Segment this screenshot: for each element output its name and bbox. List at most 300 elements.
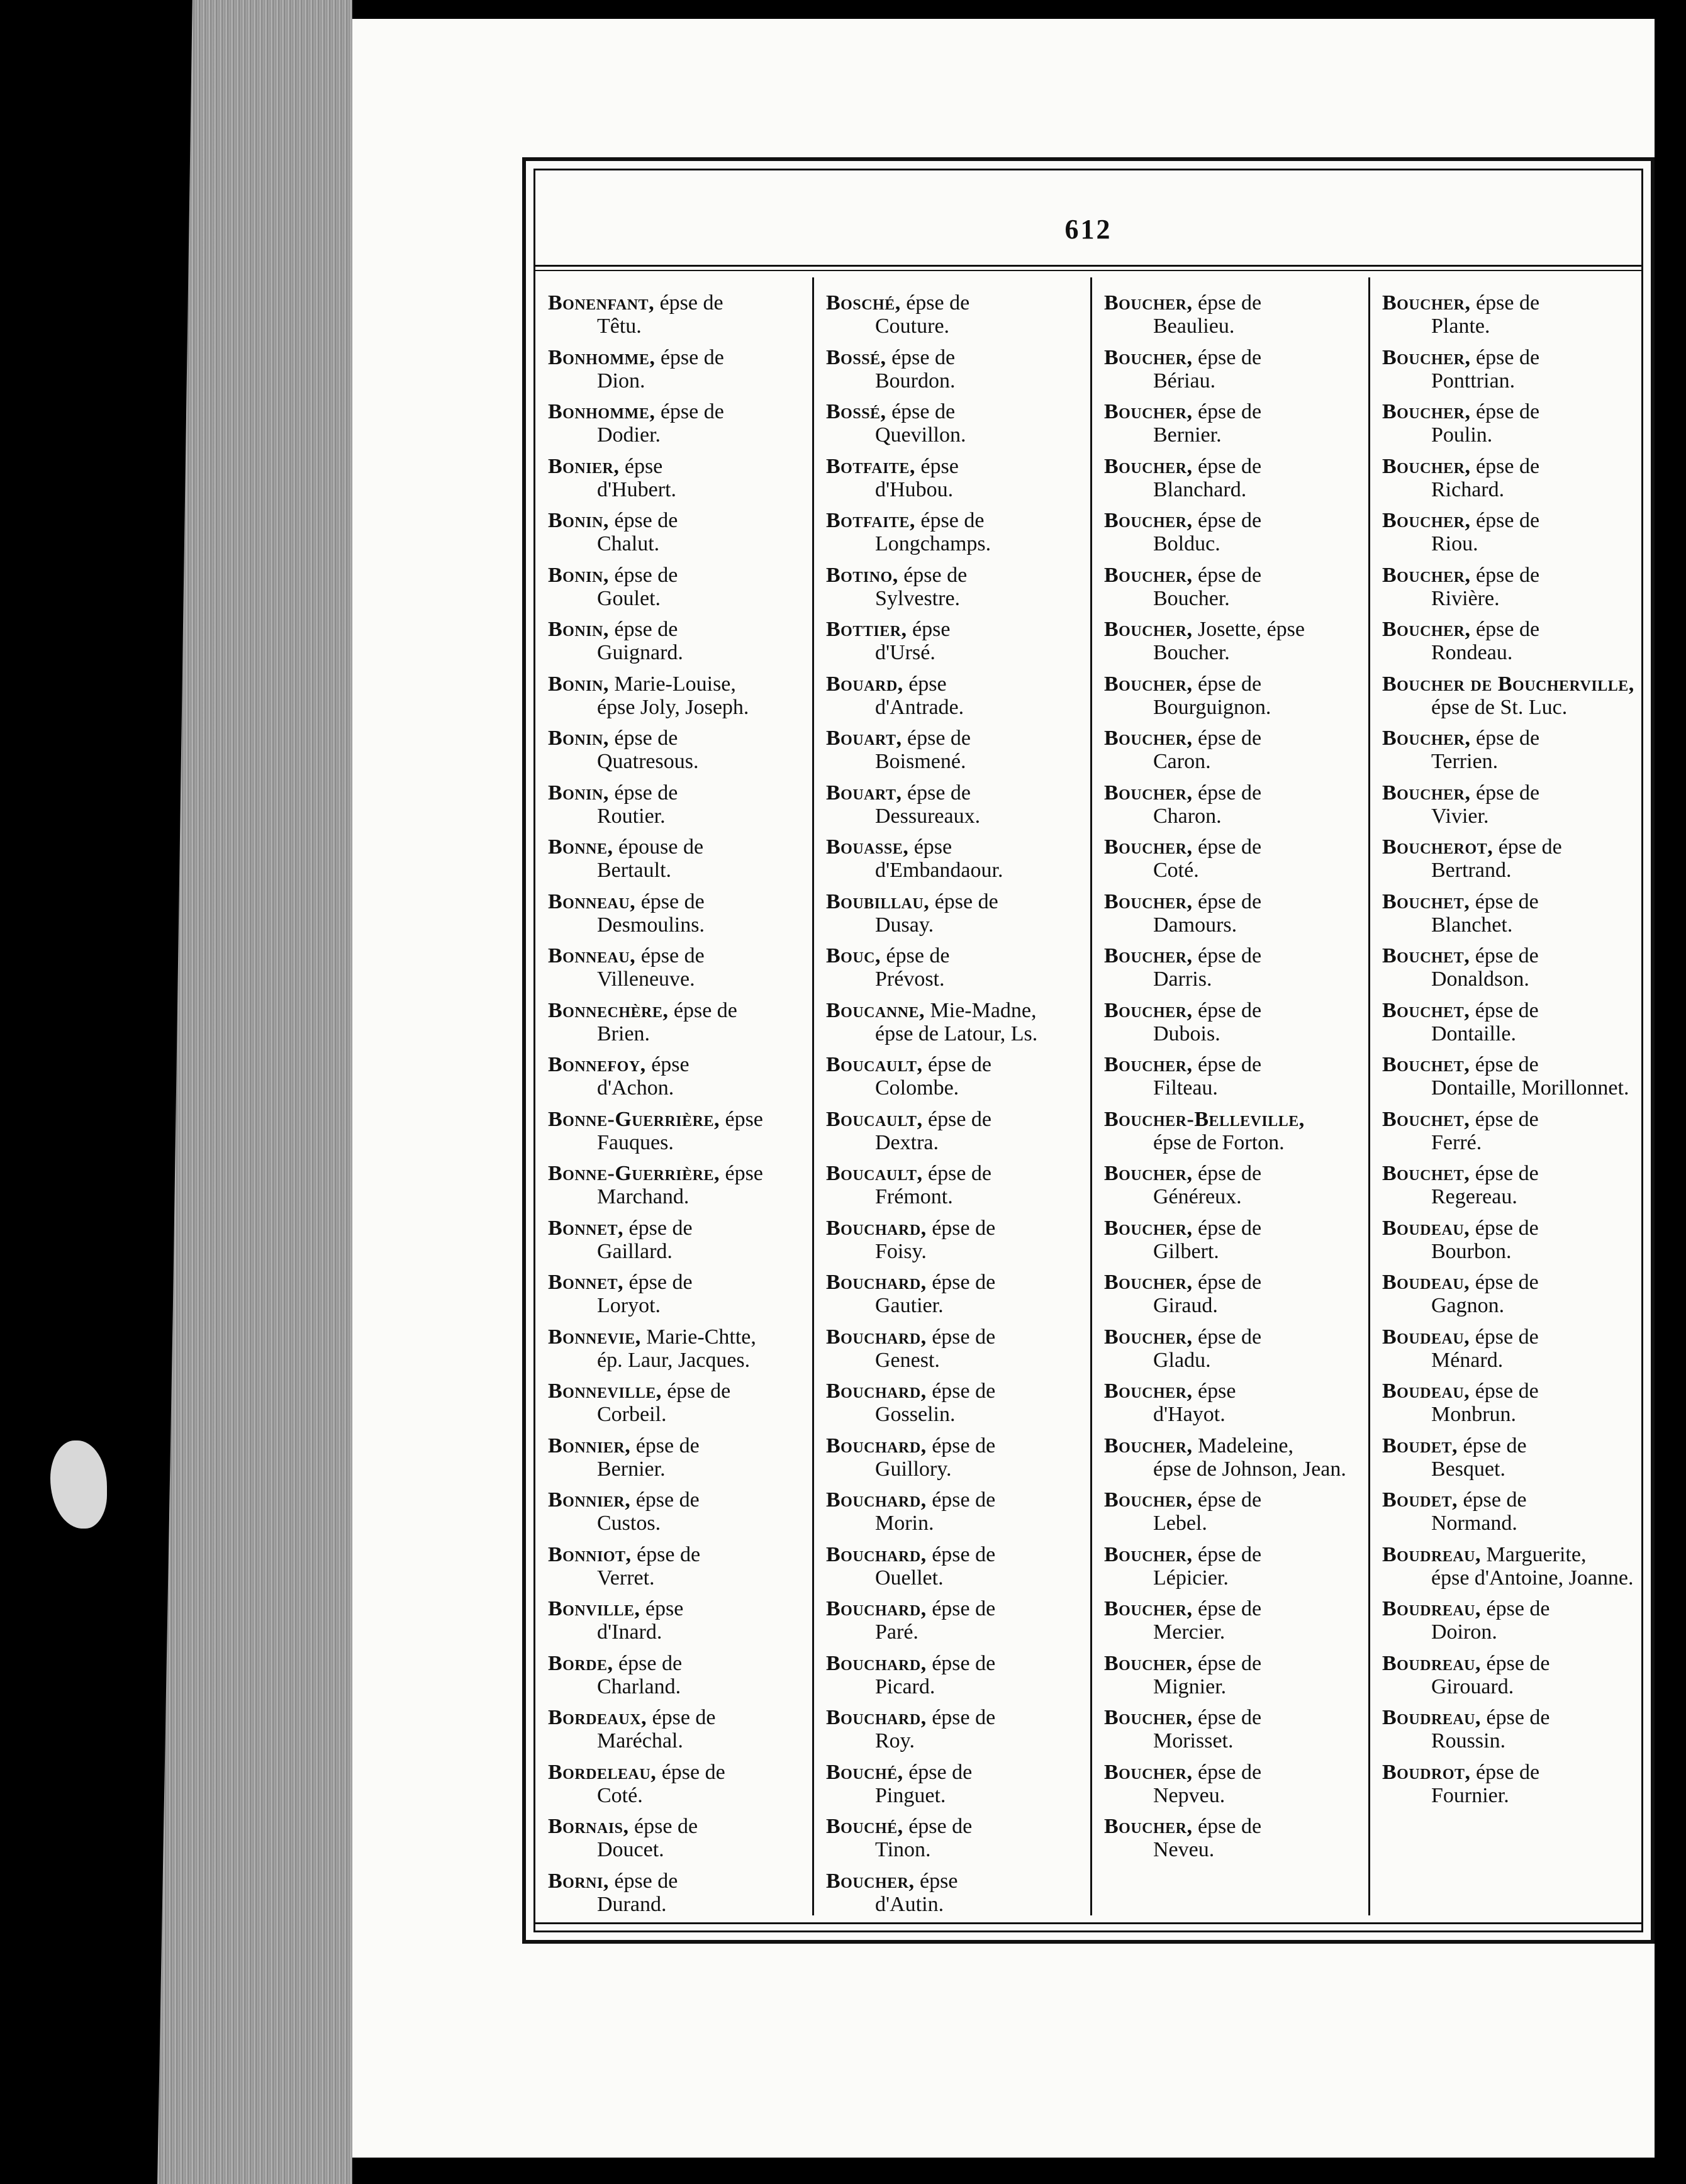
entry-spouse-name: Longchamps. xyxy=(875,532,991,555)
entry-line-1 xyxy=(1104,618,1368,641)
index-entry xyxy=(1104,781,1368,836)
entry-surname: Boucher, xyxy=(1104,454,1193,478)
entry-relation: épse de xyxy=(922,1053,992,1076)
entry-relation: Marguerite, xyxy=(1481,1542,1587,1566)
entry-relation: épse xyxy=(645,1053,689,1076)
entry-relation: épse de xyxy=(1458,1488,1527,1512)
entry-line-1 xyxy=(826,1053,1090,1076)
entry-surname: Boudet, xyxy=(1382,1434,1458,1457)
entry-surname: Bouchard, xyxy=(826,1488,927,1512)
entry-spouse-name: Poulin. xyxy=(1431,423,1493,447)
index-entry xyxy=(548,291,812,346)
entry-spouse-name: Blanchet. xyxy=(1431,913,1513,937)
index-entry xyxy=(1382,1706,1646,1761)
entry-line-1 xyxy=(826,1652,1090,1675)
entry-spouse-name: Blanchard. xyxy=(1153,477,1247,501)
entry-surname: Boucher, xyxy=(1104,345,1193,369)
entry-relation: épse de xyxy=(656,1760,725,1784)
entry-spouse-name: épse de St. Luc. xyxy=(1431,695,1568,719)
entry-surname: Bonin, xyxy=(548,672,609,696)
index-entry xyxy=(1382,1162,1646,1217)
entry-surname: Boudreau, xyxy=(1382,1651,1482,1675)
entry-spouse-name: Beaulieu. xyxy=(1153,315,1235,338)
entry-surname: Bonhomme, xyxy=(548,400,656,423)
entry-spouse-name: Boucher. xyxy=(1153,586,1230,610)
index-entry xyxy=(1104,1053,1368,1108)
entry-surname: Boucher, xyxy=(1104,1053,1193,1076)
index-entry xyxy=(826,1706,1090,1761)
entry-line-1 xyxy=(1382,835,1646,859)
index-entry xyxy=(1104,890,1368,945)
entry-line-1 xyxy=(548,672,812,696)
entry-surname: Boudrot, xyxy=(1382,1760,1471,1784)
entry-spouse-name: Chalut. xyxy=(597,532,660,555)
index-entry xyxy=(826,1271,1090,1325)
entry-surname: Boucherot, xyxy=(1382,835,1493,859)
index-entry xyxy=(1104,1815,1368,1869)
index-entry xyxy=(1104,1379,1368,1434)
entry-spouse-name: Bourguignon. xyxy=(1153,695,1271,719)
index-entry xyxy=(1104,1217,1368,1271)
index-entry xyxy=(826,944,1090,999)
entry-relation: épse de xyxy=(1192,835,1262,859)
entry-relation: épse de xyxy=(900,291,970,315)
entry-spouse-name: d'Achon. xyxy=(597,1076,674,1100)
entry-line-1 xyxy=(1382,564,1646,587)
index-entry xyxy=(1104,509,1368,564)
entry-surname: Boucher, xyxy=(826,1869,915,1893)
entry-line-1 xyxy=(548,1706,812,1729)
entry-relation: épse de xyxy=(1493,835,1562,859)
index-column-1 xyxy=(548,277,812,1915)
entry-spouse-name: Filteau. xyxy=(1153,1076,1218,1100)
entry-surname: Boucher, xyxy=(1104,1488,1193,1512)
index-entry xyxy=(826,346,1090,401)
entry-line-1 xyxy=(1104,291,1368,315)
entry-relation: épse de xyxy=(1470,563,1540,587)
entry-relation: épse de xyxy=(1470,1216,1539,1240)
entry-line-1 xyxy=(548,1543,812,1566)
entry-line-1 xyxy=(826,1325,1090,1349)
entry-relation: épse de xyxy=(623,1271,693,1294)
entry-spouse-name: Boucher. xyxy=(1153,641,1230,664)
entry-line-1 xyxy=(1104,1053,1368,1076)
entry-spouse-name: Villeneuve. xyxy=(597,967,695,991)
entry-line-1 xyxy=(548,1271,812,1294)
entry-surname: Boucher, xyxy=(1104,1760,1193,1784)
entry-relation: épse de xyxy=(922,1162,992,1185)
entry-relation: épse de xyxy=(1192,1597,1262,1620)
entry-surname: Borni, xyxy=(548,1869,609,1893)
entry-spouse-name: Gagnon. xyxy=(1431,1294,1505,1317)
entry-relation: épse de xyxy=(1470,1379,1539,1403)
entry-surname: Borde, xyxy=(548,1651,613,1675)
index-entry xyxy=(548,1761,812,1815)
entry-line-1 xyxy=(826,455,1090,478)
index-entry xyxy=(548,1271,812,1325)
entry-surname: Bouchard, xyxy=(826,1271,927,1294)
entry-line-1 xyxy=(1104,455,1368,478)
entry-spouse-name: Dextra. xyxy=(875,1130,939,1154)
entry-surname: Bouart, xyxy=(826,727,902,750)
entry-surname: Bonhomme, xyxy=(548,345,656,369)
index-entry xyxy=(1104,1271,1368,1325)
entry-surname: Boucher, xyxy=(1104,889,1193,913)
entry-surname: Bouc, xyxy=(826,944,881,967)
entry-spouse-name: d'Ursé. xyxy=(875,641,935,664)
entry-line-1 xyxy=(1104,400,1368,423)
entry-surname: Boudeau, xyxy=(1382,1216,1470,1240)
entry-spouse-name: Boismené. xyxy=(875,750,966,773)
entry-spouse-name: Riou. xyxy=(1431,532,1478,555)
entry-surname: Bonneville, xyxy=(548,1379,662,1403)
entry-relation: épse de xyxy=(1192,1651,1262,1675)
entry-line-1 xyxy=(1104,727,1368,750)
entry-line-1 xyxy=(548,727,812,750)
entry-relation: épse de xyxy=(1192,781,1262,805)
index-entry xyxy=(1104,1543,1368,1598)
index-entry xyxy=(548,509,812,564)
index-entry xyxy=(1382,455,1646,510)
entry-line-1 xyxy=(1382,1325,1646,1349)
entry-surname: Boubillau, xyxy=(826,889,930,913)
entry-relation: épse de xyxy=(1192,291,1262,315)
entry-relation: épse xyxy=(915,454,959,478)
entry-line-1 xyxy=(1382,1217,1646,1240)
index-entry xyxy=(1382,727,1646,781)
entry-line-1 xyxy=(826,618,1090,641)
entry-surname: Bosché, xyxy=(826,291,901,315)
index-entry xyxy=(548,1488,812,1543)
entry-surname: Bouchard, xyxy=(826,1434,927,1457)
entry-spouse-name: Quevillon. xyxy=(875,423,966,447)
entry-line-1 xyxy=(1382,890,1646,913)
entry-surname: Bouchet, xyxy=(1382,889,1470,913)
page-number: 612 xyxy=(1064,214,1112,245)
entry-spouse-name: Corbeil. xyxy=(597,1403,667,1426)
entry-spouse-name: Dontaille. xyxy=(1431,1022,1517,1045)
entry-relation: épse de xyxy=(608,563,678,587)
index-entry xyxy=(826,1815,1090,1869)
entry-surname: Bonneau, xyxy=(548,944,636,967)
entry-line-1 xyxy=(826,1488,1090,1512)
index-entry xyxy=(548,1217,812,1271)
entry-surname: Bouasse, xyxy=(826,835,909,859)
entry-spouse-name: Charland. xyxy=(597,1674,681,1698)
index-entry xyxy=(1382,291,1646,346)
entry-surname: Boucher, xyxy=(1104,618,1193,641)
index-entry xyxy=(1104,291,1368,346)
index-entry xyxy=(548,999,812,1054)
entry-relation: épse de xyxy=(1470,454,1540,478)
index-entry xyxy=(826,1597,1090,1652)
entry-line-1 xyxy=(1382,1761,1646,1784)
entry-line-1 xyxy=(548,1053,812,1076)
entry-surname: Boudreau, xyxy=(1382,1706,1482,1729)
index-entry xyxy=(548,1379,812,1434)
entry-surname: Boudeau, xyxy=(1382,1379,1470,1403)
index-column-3 xyxy=(1104,277,1368,1915)
entry-relation: épse de xyxy=(630,1488,700,1512)
index-entry xyxy=(1382,1434,1646,1489)
entry-spouse-name: Lebel. xyxy=(1153,1512,1207,1535)
entry-surname: Bordeleau, xyxy=(548,1760,657,1784)
entry-surname: Boucher, xyxy=(1104,727,1193,750)
entry-line-1 xyxy=(548,999,812,1022)
entry-line-1 xyxy=(548,835,812,859)
entry-spouse-name: Regereau. xyxy=(1431,1185,1517,1208)
entry-line-1 xyxy=(1382,1271,1646,1294)
index-entry xyxy=(1382,944,1646,999)
entry-surname: Bonnefoy, xyxy=(548,1053,646,1076)
index-entry xyxy=(826,1434,1090,1489)
entry-relation: épse de xyxy=(1192,563,1262,587)
entry-spouse-name: Picard. xyxy=(875,1674,935,1698)
entry-line-1 xyxy=(548,944,812,967)
book-spine-edge xyxy=(157,0,352,2184)
entry-surname: Boucher, xyxy=(1104,563,1193,587)
entry-line-1 xyxy=(826,1162,1090,1185)
entry-line-1 xyxy=(1104,1706,1368,1729)
entry-line-1 xyxy=(1382,455,1646,478)
entry-relation: épse de xyxy=(1192,1325,1262,1349)
entry-relation: épse xyxy=(640,1597,684,1620)
entry-relation: Mie-Madne, xyxy=(925,998,1037,1022)
entry-surname: Bouché, xyxy=(826,1815,903,1838)
entry-surname: Bouchard, xyxy=(826,1706,927,1729)
entry-surname: Bottier, xyxy=(826,618,907,641)
entry-relation: épse de xyxy=(1481,1597,1550,1620)
entry-relation: épse de xyxy=(1192,1706,1262,1729)
entry-spouse-name: Damours. xyxy=(1153,913,1237,937)
entry-surname: Boudreau, xyxy=(1382,1542,1482,1566)
entry-surname: Bonne-Guerrière, xyxy=(548,1162,720,1185)
index-entry xyxy=(1382,1108,1646,1162)
entry-relation: épse de xyxy=(1192,509,1262,532)
entry-spouse-name: Genest. xyxy=(875,1348,940,1372)
entry-line-1 xyxy=(826,1761,1090,1784)
entry-relation: épse de xyxy=(1470,509,1540,532)
entry-relation: épse xyxy=(903,672,947,696)
index-entry xyxy=(826,564,1090,618)
entry-surname: Bonne-Guerrière, xyxy=(548,1107,720,1131)
entry-surname: Bouchard, xyxy=(826,1651,927,1675)
entry-spouse-name: Dion. xyxy=(597,369,645,393)
index-entry xyxy=(1382,618,1646,672)
column-separator xyxy=(1090,277,1092,1915)
entry-surname: Boucher, xyxy=(1104,1815,1193,1838)
index-entry xyxy=(548,1325,812,1380)
entry-surname: Bouard, xyxy=(826,672,903,696)
entry-line-1 xyxy=(1104,1217,1368,1240)
entry-line-1 xyxy=(548,1652,812,1675)
entry-relation: épse de xyxy=(608,727,678,750)
entry-surname: Boucher, xyxy=(1382,509,1471,532)
header-rule xyxy=(535,265,1641,267)
entry-surname: Boucher, xyxy=(1104,1651,1193,1675)
entry-surname: Boucher, xyxy=(1104,400,1193,423)
entry-spouse-name: Dessureaux. xyxy=(875,804,981,828)
index-columns xyxy=(535,277,1641,1915)
entry-spouse-name: épse Joly, Joseph. xyxy=(597,695,749,719)
entry-surname: Bouchet, xyxy=(1382,1162,1470,1185)
entry-relation: épse de xyxy=(1192,1542,1262,1566)
entry-line-1 xyxy=(548,455,812,478)
entry-surname: Bonne, xyxy=(548,835,613,859)
entry-line-1 xyxy=(1382,346,1646,369)
entry-line-1 xyxy=(548,564,812,587)
entry-line-1 xyxy=(1382,1652,1646,1675)
entry-relation: épse de xyxy=(903,1815,973,1838)
entry-relation: épse de xyxy=(1470,944,1539,967)
index-entry xyxy=(1104,1108,1368,1162)
entry-spouse-name: d'Inard. xyxy=(597,1620,662,1644)
entry-spouse-name: Loryot. xyxy=(597,1294,661,1317)
index-entry xyxy=(1382,1053,1646,1108)
index-entry xyxy=(548,1815,812,1869)
entry-spouse-name: Plante. xyxy=(1431,315,1490,338)
entry-relation: épse de xyxy=(1470,1271,1539,1294)
entry-spouse-name: Custos. xyxy=(597,1512,661,1535)
index-entry xyxy=(1104,727,1368,781)
entry-line-1 xyxy=(1104,999,1368,1022)
entry-spouse-name: d'Hubert. xyxy=(597,477,677,501)
entry-line-1 xyxy=(826,727,1090,750)
entry-relation: épse de xyxy=(1458,1434,1527,1457)
entry-relation: épse xyxy=(908,835,952,859)
index-entry xyxy=(826,672,1090,727)
entry-spouse-name: Prévost. xyxy=(875,967,945,991)
entry-line-1 xyxy=(1382,1543,1646,1566)
entry-surname: Bonenfant, xyxy=(548,291,655,315)
index-entry xyxy=(826,890,1090,945)
entry-spouse-name: Terrien. xyxy=(1431,750,1499,773)
entry-surname: Bouchard, xyxy=(826,1325,927,1349)
entry-relation: épse de xyxy=(613,1651,683,1675)
entry-surname: Bonnier, xyxy=(548,1488,631,1512)
entry-relation: épse de xyxy=(1470,889,1539,913)
entry-spouse-name: Dubois. xyxy=(1153,1022,1220,1045)
index-entry xyxy=(826,1108,1090,1162)
entry-line-1 xyxy=(1104,1434,1368,1457)
entry-spouse-name: Bolduc. xyxy=(1153,532,1220,555)
entry-relation: épse de xyxy=(608,618,678,641)
entry-surname: Bouchet, xyxy=(1382,998,1470,1022)
entry-spouse-name: Mercier. xyxy=(1153,1620,1225,1644)
entry-spouse-name: Goulet. xyxy=(597,586,661,610)
entry-relation: épse de xyxy=(881,944,950,967)
entry-relation: épse de xyxy=(668,998,737,1022)
index-entry xyxy=(1382,890,1646,945)
entry-relation: épse de xyxy=(1470,400,1540,423)
entry-spouse-name: Doiron. xyxy=(1431,1620,1497,1644)
index-entry xyxy=(548,618,812,672)
entry-spouse-name: Gaillard. xyxy=(597,1239,673,1263)
entry-surname: Bonnechère, xyxy=(548,998,669,1022)
entry-relation: épse de xyxy=(630,1434,700,1457)
entry-spouse-name: Fournier. xyxy=(1431,1783,1509,1807)
index-entry xyxy=(548,727,812,781)
entry-line-1 xyxy=(826,400,1090,423)
entry-line-1 xyxy=(1382,727,1646,750)
entry-relation: épse de xyxy=(1470,1760,1540,1784)
index-column-2 xyxy=(826,277,1090,1915)
entry-relation: épse de xyxy=(661,1379,731,1403)
column-separator xyxy=(812,277,814,1915)
index-entry xyxy=(826,400,1090,455)
index-entry xyxy=(826,1379,1090,1434)
entry-relation: épse de xyxy=(926,1488,996,1512)
entry-spouse-name: Colombe. xyxy=(875,1076,959,1100)
entry-spouse-name: Guignard. xyxy=(597,641,683,664)
entry-relation: épse de xyxy=(886,345,956,369)
entry-line-1 xyxy=(826,1815,1090,1838)
entry-surname: Bouchard, xyxy=(826,1379,927,1403)
entry-spouse-name: Verret. xyxy=(597,1566,655,1590)
entry-spouse-name: Roy. xyxy=(875,1729,915,1752)
entry-spouse-name: Morin. xyxy=(875,1512,934,1535)
entry-spouse-name: Bernier. xyxy=(1153,423,1222,447)
entry-line-1 xyxy=(548,1761,812,1784)
entry-relation: épse xyxy=(1192,1379,1236,1403)
entry-spouse-name: Paré. xyxy=(875,1620,918,1644)
entry-spouse-name: Bernier. xyxy=(597,1457,666,1481)
entry-relation: épse de xyxy=(635,944,705,967)
entry-line-1 xyxy=(548,1325,812,1349)
entry-spouse-name: Frémont. xyxy=(875,1185,953,1208)
entry-line-1 xyxy=(1104,835,1368,859)
entry-surname: Bonin, xyxy=(548,509,609,532)
index-entry xyxy=(826,1488,1090,1543)
entry-relation: épse de xyxy=(1470,1162,1539,1185)
entry-relation: épse de xyxy=(1192,1488,1262,1512)
entry-spouse-name: Brien. xyxy=(597,1022,650,1045)
entry-line-1 xyxy=(826,781,1090,805)
entry-relation: épse de xyxy=(903,1760,973,1784)
entry-surname: Bouchard, xyxy=(826,1216,927,1240)
entry-spouse-name: Charon. xyxy=(1153,804,1222,828)
index-entry xyxy=(826,1325,1090,1380)
entry-relation: épse de xyxy=(926,1325,996,1349)
entry-relation: épse de xyxy=(1192,1271,1262,1294)
entry-spouse-name: Pinguet. xyxy=(875,1783,946,1807)
entry-surname: Bossé, xyxy=(826,400,886,423)
index-entry xyxy=(1382,1488,1646,1543)
entry-spouse-name: Normand. xyxy=(1431,1512,1517,1535)
entry-relation: épse xyxy=(907,618,951,641)
entry-relation: épse xyxy=(619,454,663,478)
entry-line-1 xyxy=(548,1815,812,1838)
entry-spouse-name: Maréchal. xyxy=(597,1729,683,1752)
entry-spouse-name: Coté. xyxy=(597,1783,643,1807)
entry-spouse-name: Doucet. xyxy=(597,1838,664,1861)
index-entry xyxy=(1104,564,1368,618)
entry-relation: épse de xyxy=(902,727,971,750)
entry-line-1 xyxy=(1382,944,1646,967)
entry-line-1 xyxy=(548,1597,812,1620)
entry-spouse-name: d'Antrade. xyxy=(875,695,964,719)
entry-spouse-name: Durand. xyxy=(597,1892,667,1916)
entry-surname: Boucher, xyxy=(1104,835,1193,859)
entry-spouse-name: épse d'Antoine, Joanne. xyxy=(1431,1566,1634,1590)
entry-surname: Bonnier, xyxy=(548,1434,631,1457)
entry-line-1 xyxy=(548,1108,812,1131)
entry-spouse-name: d'Hayot. xyxy=(1153,1403,1225,1426)
entry-line-1 xyxy=(548,781,812,805)
entry-surname: Boucher, xyxy=(1104,781,1193,805)
entry-line-1 xyxy=(1104,564,1368,587)
index-entry xyxy=(548,890,812,945)
